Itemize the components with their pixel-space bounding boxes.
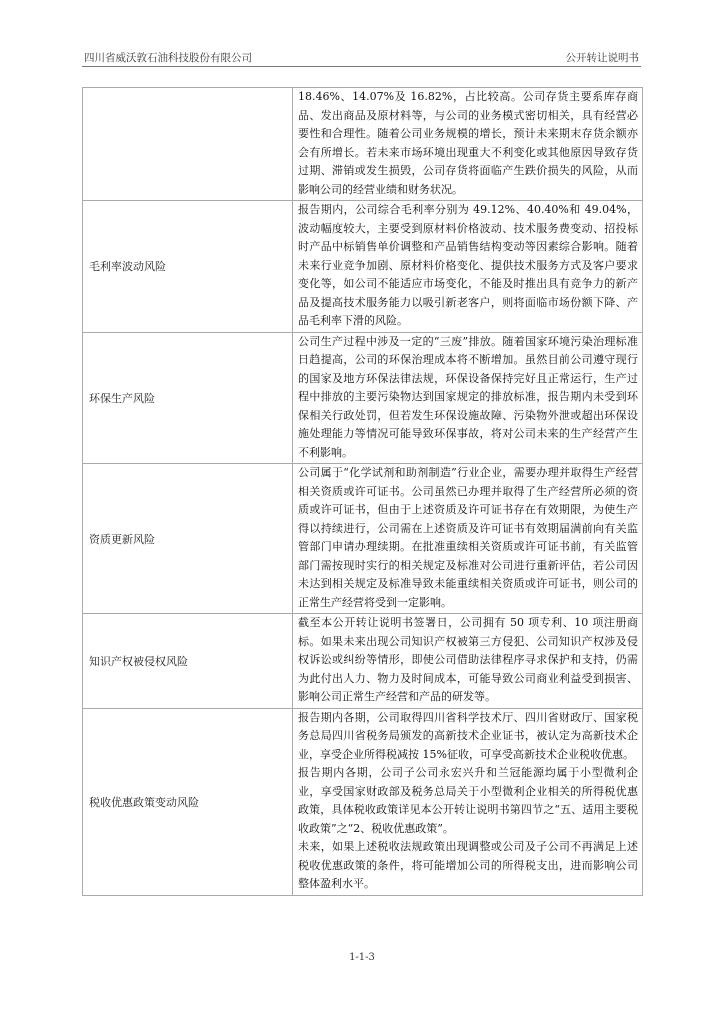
risk-description-cell xyxy=(293,201,643,333)
risk-description-cell xyxy=(293,464,643,614)
risk-description-cell xyxy=(293,332,643,464)
risk-description-cell xyxy=(293,708,643,895)
risk-description-paragraph: 报告期内各期，公司子公司永宏兴升和兰冠能源均属于小型微利企业，享受国家财政部及税务总局关于小型微利企业相关的所得税优惠政策，具体税收政策详见本公开转让说明书第四节之“五、适用主要税收政策”之“2、税收优惠政策”。 xyxy=(298,766,638,835)
risk-name-cell xyxy=(83,88,293,201)
risk-table-body xyxy=(83,88,643,896)
header-divider xyxy=(82,66,641,67)
risk-description-paragraph: 18.46%、14.07%及 16.82%，占比较高。公司存货主要系库存商品、发出商品及原材料等，与公司的业务模式密切相关，具有经营必要性和合理性。随着公司业务规模的增长，预计未来期末存货余额亦会有所增长。若未来市场环境出现重大不利变化或其他原因导致存货过期、滞销或发生损毁，公司存货将面临产生跌价损失的风险，从而影响公司的经营业绩和财务状况。 xyxy=(298,90,638,196)
risk-row xyxy=(83,201,643,333)
risk-description-cell xyxy=(293,88,643,201)
header-company-name: 四川省威沃敦石油科技股份有限公司 xyxy=(84,52,252,64)
risk-row xyxy=(83,614,643,709)
page-number: 1-1-3 xyxy=(349,952,375,963)
risk-description-paragraph: 报告期内，公司综合毛利率分别为 49.12%、40.40%和 49.04%，波动幅度较大，主要受到原材料价格波动、技术服务费变动、招投标时产品中标销售单价调整和产品销售结构变动等因素综合影响。随着未来行业竞争加剧、原材料价格变化、提供技术服务方式及客户要求变化等，如公司不能适应市场变化，不能及时推出具有竞争力的新产品及提高技术服务能力以吸引新老客户，则将面临市场份额下降、产品毛利率下滑的风险。 xyxy=(298,203,638,327)
header-document-title: 公开转让说明书 xyxy=(565,52,639,64)
risk-description-paragraph: 未来，如果上述税收法规政策出现调整或公司及子公司不再满足上述税收优惠政策的条件，将可能增加公司的所得税支出，进而影响公司整体盈利水平。 xyxy=(298,840,638,890)
risk-row xyxy=(83,708,643,895)
risk-name-cell: 知识产权被侵权风险 xyxy=(83,614,293,709)
risk-row xyxy=(83,88,643,201)
risk-factor-table xyxy=(82,87,643,896)
risk-description-paragraph: 公司生产过程中涉及一定的“三废”排放。随着国家环境污染治理标准日趋提高，公司的环保治理成本将不断增加。虽然目前公司遵守现行的国家及地方环保法律法规，环保设备保持完好且正常运行，生产过程中排放的主要污染物达到国家规定的排放标准，报告期内未受到环保相关行政处罚，但若发生环保设施故障、污染物外泄或超出环保设施处理能力等情况可能导致环保事故，将对公司未来的生产经营产生不利影响。 xyxy=(298,334,638,459)
risk-name-cell: 环保生产风险 xyxy=(83,332,293,464)
risk-name-cell: 资质更新风险 xyxy=(83,464,293,614)
risk-description-paragraph: 截至本公开转让说明书签署日，公司拥有 50 项专利、10 项注册商标。如果未来出现公司知识产权被第三方侵犯、公司知识产权涉及侵权诉讼或纠纷等情形，即使公司借助法律程序寻求保护和支持，仍需为此付出人力、物力及时间成本，可能导致公司商业利益受到损害、影响公司正常生产经营和产品的研发等。 xyxy=(298,616,638,703)
risk-name-cell: 税收优惠政策变动风险 xyxy=(83,708,293,895)
risk-description-cell xyxy=(293,614,643,709)
risk-description-paragraph: 报告期内各期，公司取得四川省科学技术厅、四川省财政厅、国家税务总局四川省税务局颁发的高新技术企业证书，被认定为高新技术企业，享受企业所得税减按 15%征收，可享受高新技术企业税收优惠。 xyxy=(298,710,638,761)
risk-row xyxy=(83,332,643,464)
risk-description-paragraph: 公司属于“化学试剂和助剂制造”行业企业，需要办理并取得生产经营相关资质或许可证书。公司虽然已办理并取得了生产经营所必须的资质或许可证书，但由于上述资质及许可证书存在有效期限，为使生产得以持续进行，公司需在上述资质及许可证书有效期届满前向有关监管部门申请办理续期。在批准重续相关资质或许可证书前，有关监管部门需按现时实行的相关规定及标准对公司进行重新评估，若公司因未达到相关规定及标准导致未能重续相关资质或许可证书，则公司的正常生产经营将受到一定影响。 xyxy=(298,466,638,609)
risk-name-cell: 毛利率波动风险 xyxy=(83,201,293,333)
risk-row xyxy=(83,464,643,614)
